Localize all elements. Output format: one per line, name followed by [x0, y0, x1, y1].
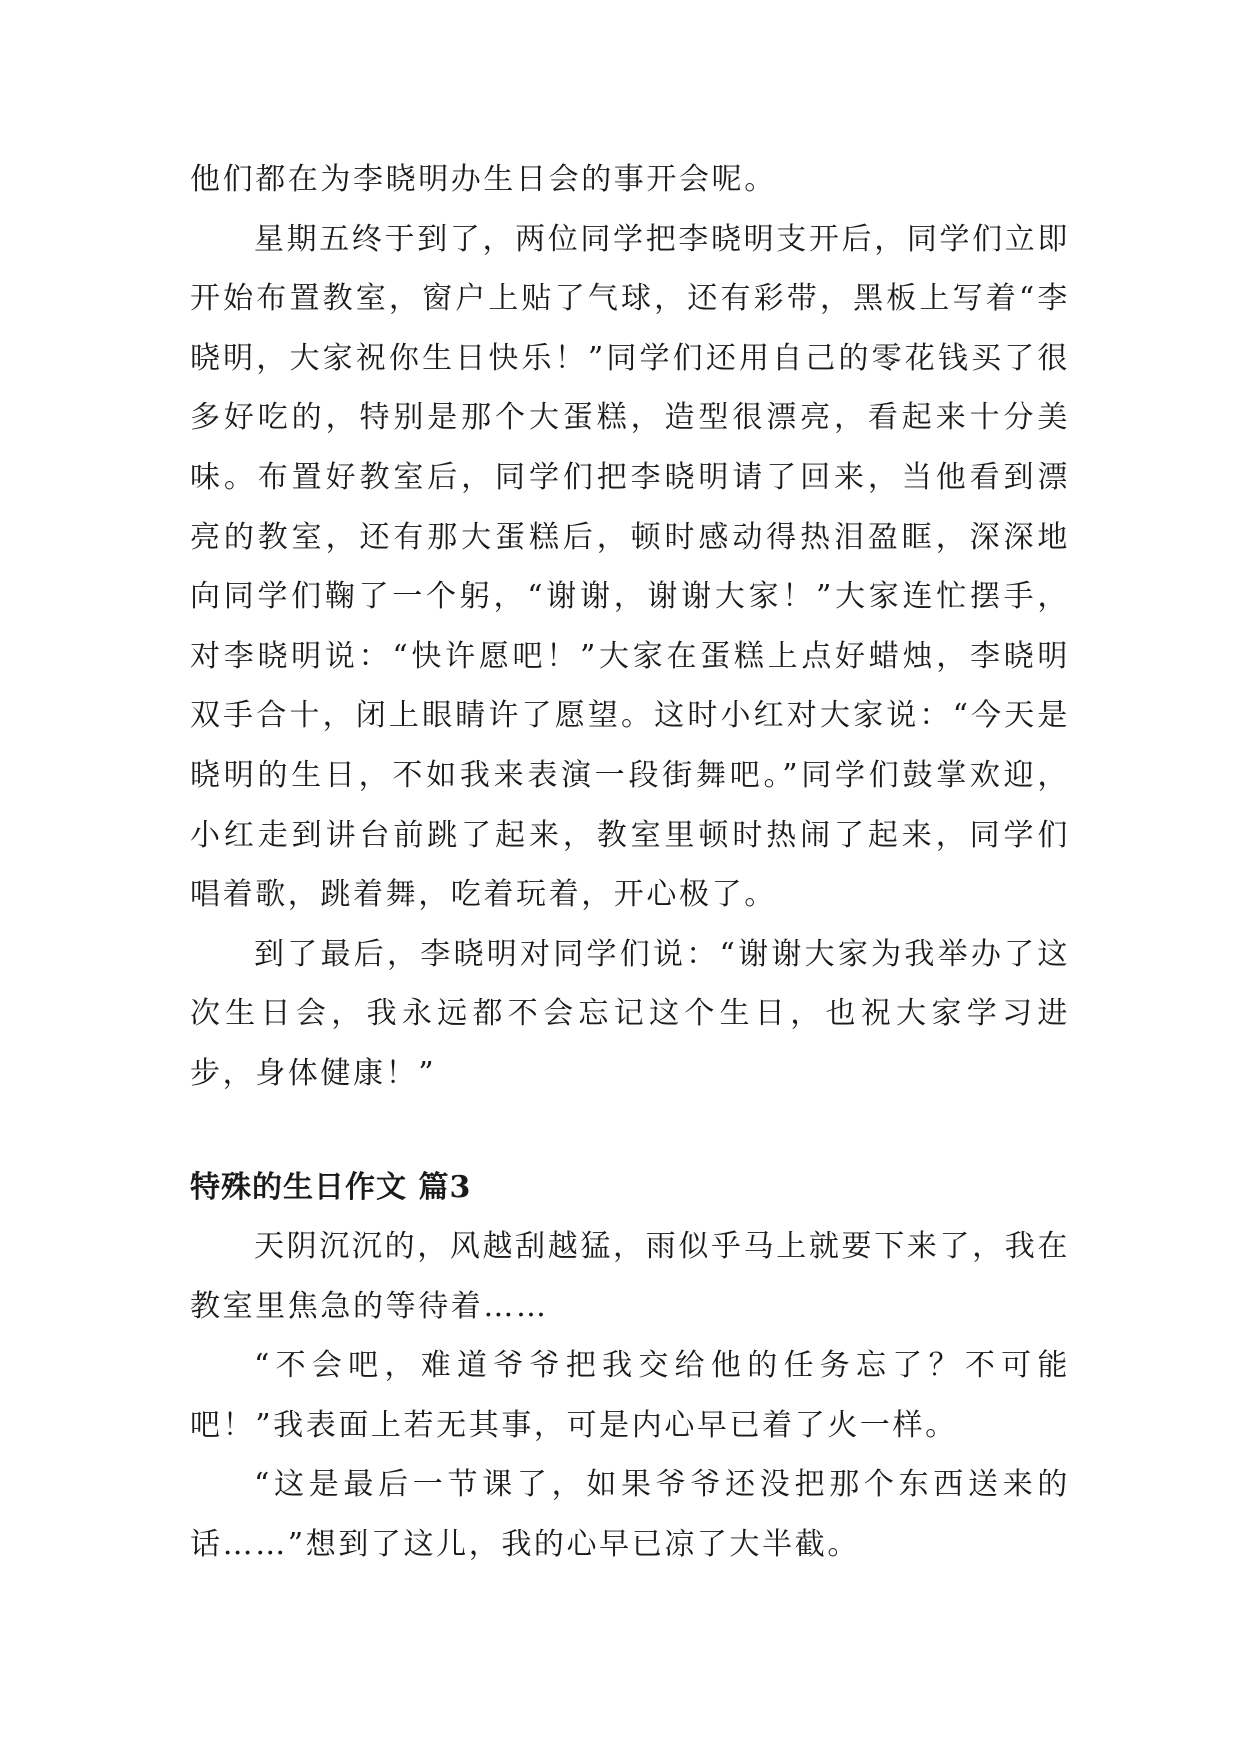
paragraph-5: “不会吧，难道爷爷把我交给他的任务忘了？不可能吧！”我表面上若无其事，可是内心早已着了火一样。: [190, 1348, 1070, 1443]
section-heading: 特殊的生日作文 篇3: [190, 1169, 472, 1205]
paragraph-6: “这是最后一节课了，如果爷爷还没把那个东西送来的话……”想到了这儿，我的心早已凉了大半截。: [190, 1467, 1070, 1563]
paragraph-2: 星期五终于到了，两位同学把李晓明支开后，同学们立即开始布置教室，窗户上贴了气球，还有彩带，黑板上写着“李晓明，大家祝你生日快乐！”同学们还用自己的零花钱买了很多好吃的，特别是那个大蛋糕，造型很漂亮，看起来十分美味。布置好教室后，同学们把李晓明请了回来，当他看到漂亮的教室，还有那大蛋糕后，顿时感动得热泪盈眶，深深地向同学们鞠了一个躬，“谢谢，谢谢大家！”大家连忙摆手，对李晓明说：“快许愿吧！”大家在蛋糕上点好蜡烛，李晓明双手合十，闭上眼睛许了愿望。这时小红对大家说：“今天是晓明的生日，不如我来表演一段街舞吧。”同学们鼓掌欢迎，小红走到讲台前跳了起来，教室里顿时热闹了起来，同学们唱着歌，跳着舞，吃着玩着，开心极了。: [190, 221, 1070, 913]
paragraph-1: 他们都在为李晓明办生日会的事开会呢。: [190, 162, 777, 197]
paragraph-3: 到了最后，李晓明对同学们说：“谢谢大家为我举办了这次生日会，我永远都不会忘记这个生日，也祝大家学习进步，身体健康！”: [190, 936, 1070, 1091]
paragraph-4: 天阴沉沉的，风越刮越猛，雨似乎马上就要下来了，我在教室里焦急的等待着……: [190, 1229, 1070, 1324]
document-page: [190, 150, 1070, 1575]
